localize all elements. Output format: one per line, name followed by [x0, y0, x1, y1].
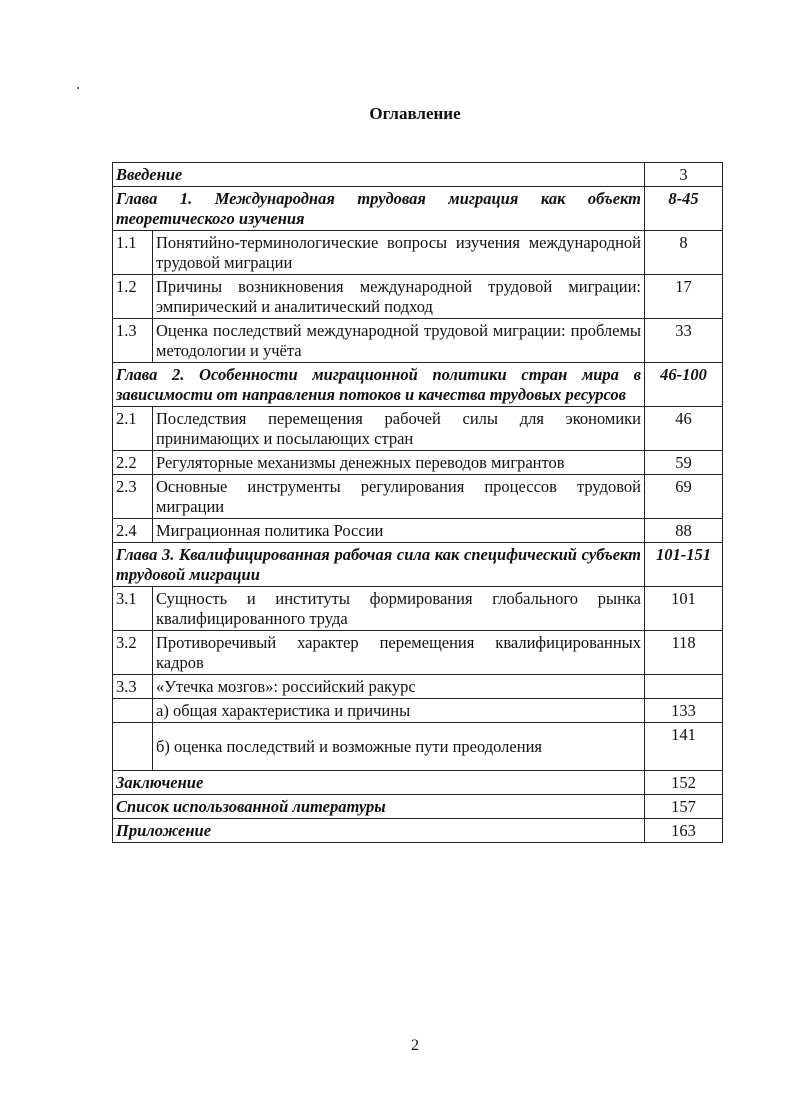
toc-section-number: 2.2: [113, 451, 153, 475]
toc-row-chapter-2: [113, 363, 723, 407]
toc-title: Глава 1. Международная трудовая миграция как объект теоретического изучения: [113, 187, 645, 231]
toc-title: «Утечка мозгов»: российский ракурс: [153, 675, 645, 699]
toc-row-3-3: [113, 675, 723, 699]
toc-page: 118: [645, 631, 723, 675]
toc-row-2-3: [113, 475, 723, 519]
toc-page: 101-151: [645, 543, 723, 587]
toc-page: 17: [645, 275, 723, 319]
toc-row-chapter-3: [113, 543, 723, 587]
toc-title: Список использованной литературы: [113, 795, 645, 819]
toc-title: Последствия перемещения рабочей силы для экономики принимающих и посылающих стран: [153, 407, 645, 451]
toc-row-chapter-1: [113, 187, 723, 231]
toc-section-number: 1.1: [113, 231, 153, 275]
toc-row-3-3-b: [113, 723, 723, 771]
toc-row-1-3: [113, 319, 723, 363]
toc-page: [645, 675, 723, 699]
toc-row-3-3-a: [113, 699, 723, 723]
toc-page: 88: [645, 519, 723, 543]
toc-section-number: 1.2: [113, 275, 153, 319]
toc-page: 33: [645, 319, 723, 363]
toc-title: Заключение: [113, 771, 645, 795]
toc-title: Глава 3. Квалифицированная рабочая сила как специфический субъект трудовой миграции: [113, 543, 645, 587]
toc-page: 152: [645, 771, 723, 795]
toc-title: Причины возникновения международной трудовой миграции: эмпирический и аналитический подход: [153, 275, 645, 319]
toc-section-number: [113, 723, 153, 771]
toc-page: 46: [645, 407, 723, 451]
toc-row-3-2: [113, 631, 723, 675]
toc-section-number: 2.1: [113, 407, 153, 451]
toc-row-intro: [113, 163, 723, 187]
toc-row-3-1: [113, 587, 723, 631]
toc-title: а) общая характеристика и причины: [153, 699, 645, 723]
toc-page: 69: [645, 475, 723, 519]
toc-page: 157: [645, 795, 723, 819]
page-title: Оглавление: [369, 104, 461, 123]
toc-row-1-1: [113, 231, 723, 275]
toc-section-number: 1.3: [113, 319, 153, 363]
toc-row-appendix: [113, 819, 723, 843]
toc-row-conclusion: [113, 771, 723, 795]
toc-title: Глава 2. Особенности миграционной политики стран мира в зависимости от направления потоков и качества трудовых ресурсов: [113, 363, 645, 407]
toc-row-2-1: [113, 407, 723, 451]
toc-row-2-2: [113, 451, 723, 475]
toc-title: Оценка последствий международной трудовой миграции: проблемы методологии и учёта: [153, 319, 645, 363]
toc-title: Основные инструменты регулирования процессов трудовой миграции: [153, 475, 645, 519]
toc-page: 59: [645, 451, 723, 475]
page-number: 2: [411, 1037, 419, 1054]
toc-page: 101: [645, 587, 723, 631]
toc-title: Введение: [113, 163, 645, 187]
toc-title: б) оценка последствий и возможные пути преодоления: [153, 723, 645, 771]
toc-page: 8-45: [645, 187, 723, 231]
toc-title: Регуляторные механизмы денежных переводов мигрантов: [153, 451, 645, 475]
toc-page: 163: [645, 819, 723, 843]
toc-page: 141: [645, 723, 723, 771]
toc-section-number: 2.4: [113, 519, 153, 543]
toc-row-2-4: [113, 519, 723, 543]
toc-title: Сущность и институты формирования глобального рынка квалифицированного труда: [153, 587, 645, 631]
table-of-contents: [112, 162, 723, 843]
toc-page: 8: [645, 231, 723, 275]
toc-section-number: 2.3: [113, 475, 153, 519]
toc-section-number: 3.2: [113, 631, 153, 675]
toc-row-bibliography: [113, 795, 723, 819]
toc-section-number: 3.1: [113, 587, 153, 631]
toc-title: Приложение: [113, 819, 645, 843]
toc-section-number: 3.3: [113, 675, 153, 699]
toc-page: 133: [645, 699, 723, 723]
toc-page: 46-100: [645, 363, 723, 407]
toc-title: Противоречивый характер перемещения квалифицированных кадров: [153, 631, 645, 675]
toc-row-1-2: [113, 275, 723, 319]
toc-page: 3: [645, 163, 723, 187]
toc-title: Миграционная политика России: [153, 519, 645, 543]
toc-title: Понятийно-терминологические вопросы изучения международной трудовой миграции: [153, 231, 645, 275]
toc-section-number: [113, 699, 153, 723]
scan-speck: [77, 87, 79, 89]
